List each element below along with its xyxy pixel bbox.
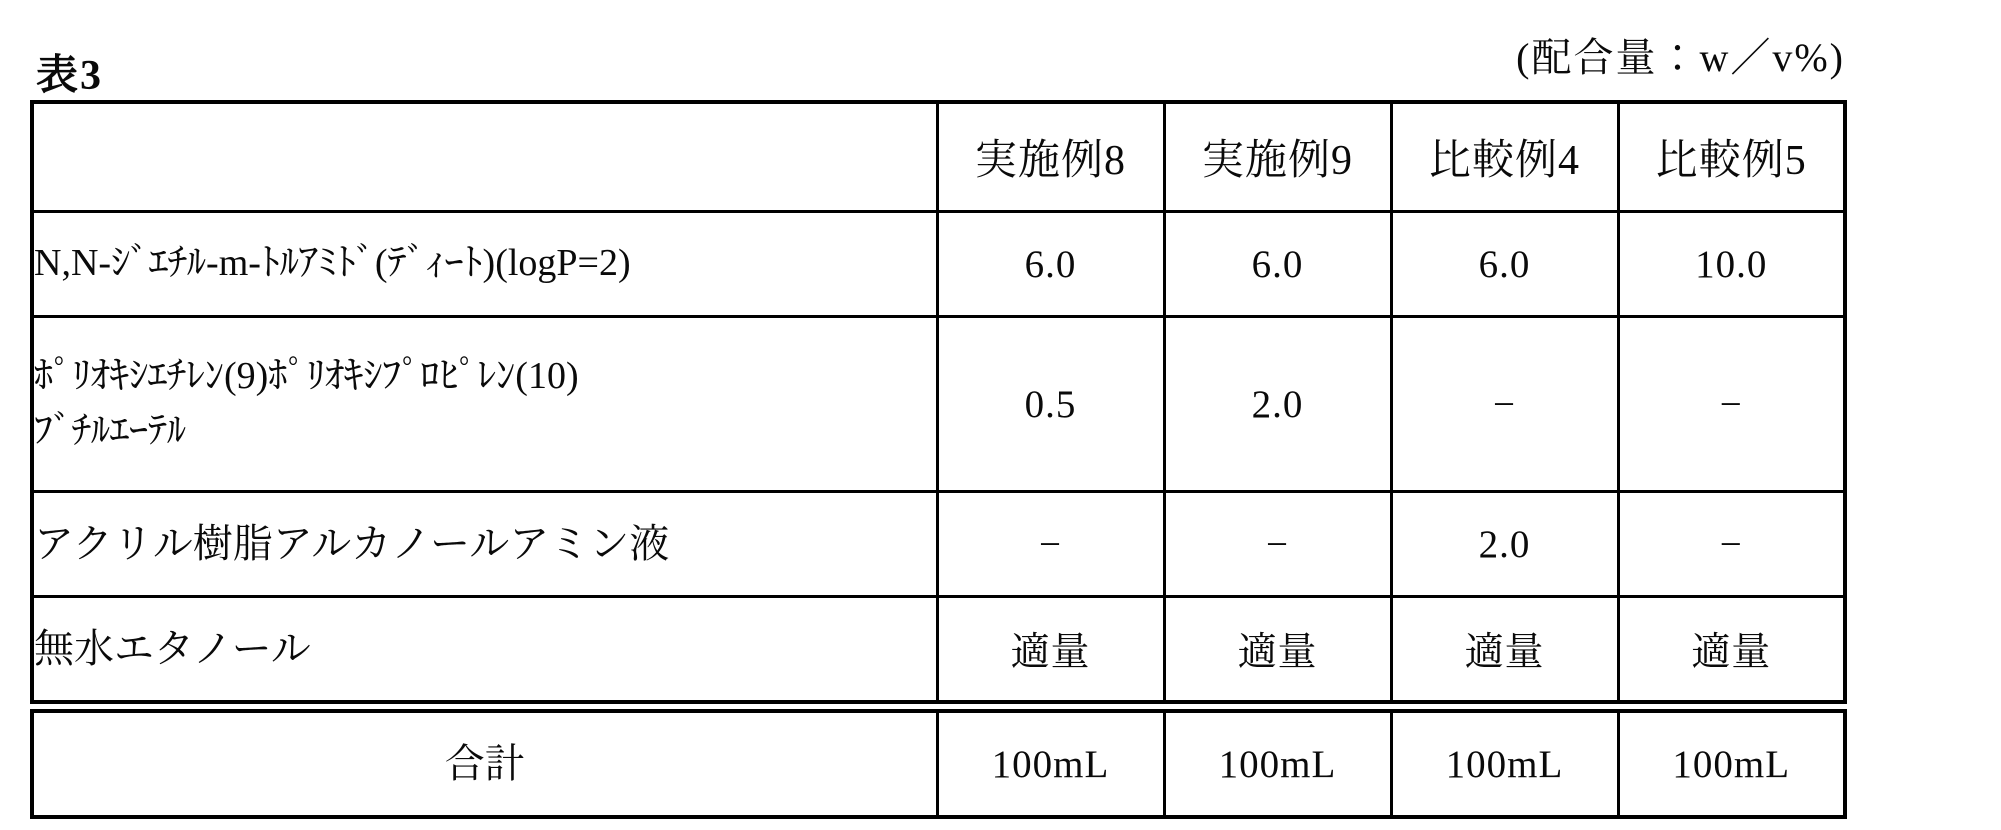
value-cell: − — [1618, 317, 1845, 492]
value-cell: 100mL — [1618, 707, 1845, 818]
value-cell: 適量 — [1618, 597, 1845, 707]
table-caption: 表3 — [36, 53, 104, 99]
value-cell: 適量 — [1391, 597, 1618, 707]
value-cell: − — [1164, 492, 1391, 597]
value-cell: 適量 — [937, 597, 1164, 707]
ingredient-label: アクリル樹脂アルカノールアミン液 — [32, 492, 937, 597]
column-header-comparative-5: 比較例5 — [1618, 102, 1845, 212]
formulation-table — [30, 100, 1847, 819]
value-cell: 100mL — [937, 707, 1164, 818]
table-row-polyoxyethylene — [32, 317, 1845, 492]
header-stub-cell — [32, 102, 937, 212]
value-cell: 6.0 — [1391, 212, 1618, 317]
header-row — [32, 102, 1845, 212]
table-row-deet — [32, 212, 1845, 317]
unit-note: (配合量：w／v%) — [1516, 35, 1845, 80]
table-row-total — [32, 707, 1845, 818]
value-cell: 0.5 — [937, 317, 1164, 492]
value-cell: 6.0 — [1164, 212, 1391, 317]
column-header-comparative-4: 比較例4 — [1391, 102, 1618, 212]
value-cell: 適量 — [1164, 597, 1391, 707]
value-cell: 100mL — [1164, 707, 1391, 818]
ingredient-label: ﾎﾟﾘｵｷｼｴﾁﾚﾝ(9)ﾎﾟﾘｵｷｼﾌﾟﾛﾋﾟﾚﾝ(10) ﾌﾞﾁﾙｴｰﾃﾙ — [32, 317, 937, 492]
ingredient-label: N,N-ｼﾞｴﾁﾙ-m-ﾄﾙｱﾐﾄﾞ(ﾃﾞｨｰﾄ)(logP=2) — [32, 212, 937, 317]
value-cell: 2.0 — [1164, 317, 1391, 492]
value-cell: 100mL — [1391, 707, 1618, 818]
value-cell: − — [1391, 317, 1618, 492]
value-cell: − — [1618, 492, 1845, 597]
value-cell: 10.0 — [1618, 212, 1845, 317]
column-header-example-8: 実施例8 — [937, 102, 1164, 212]
total-label: 合計 — [32, 707, 937, 818]
value-cell: − — [937, 492, 1164, 597]
column-header-example-9: 実施例9 — [1164, 102, 1391, 212]
value-cell: 6.0 — [937, 212, 1164, 317]
table-row-anhydrous-ethanol — [32, 597, 1845, 707]
ingredient-label: 無水エタノール — [32, 597, 937, 707]
value-cell: 2.0 — [1391, 492, 1618, 597]
table-row-acrylic-resin — [32, 492, 1845, 597]
